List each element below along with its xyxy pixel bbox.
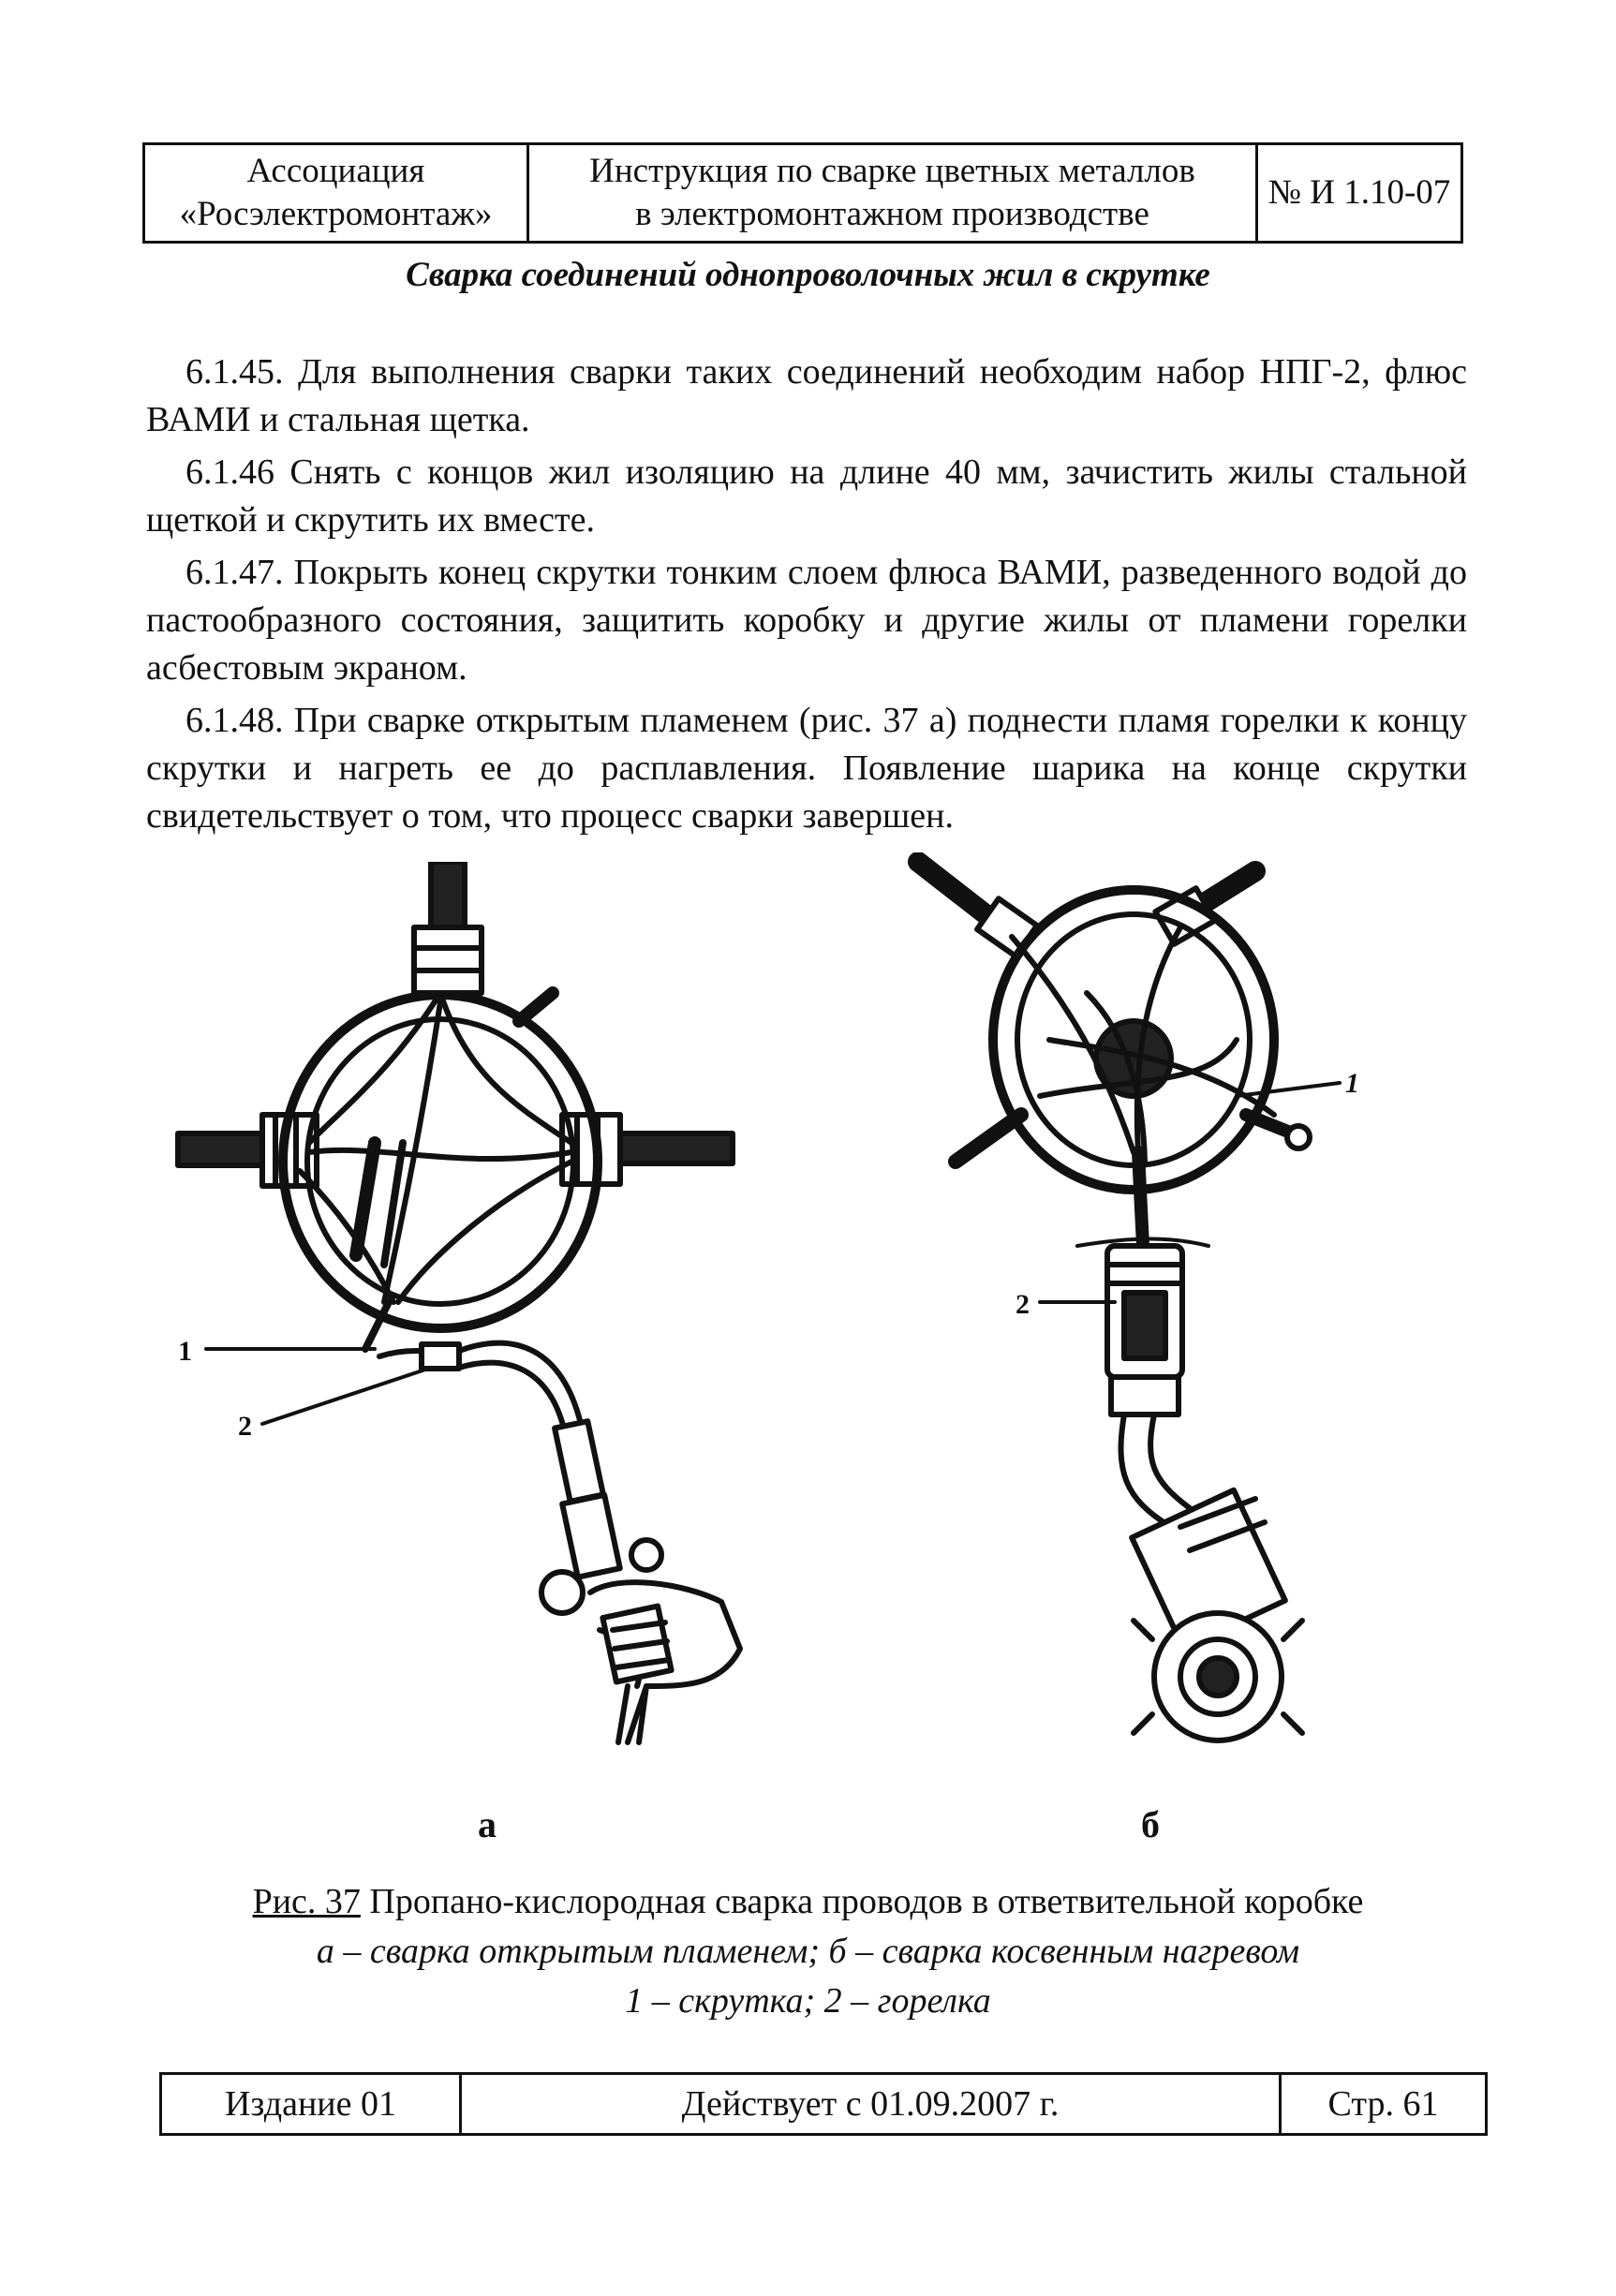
figure-label-b: б (1141, 1803, 1160, 1845)
callout-b-2: 2 (1016, 1289, 1030, 1320)
document-footer (159, 2072, 1488, 2136)
organization-cell (145, 145, 529, 241)
page-number-cell (1282, 2075, 1485, 2133)
caption-line1 (0, 1877, 1616, 1927)
organization-line2: «Росэлектромонтаж» (179, 195, 493, 233)
document-title-line2: в электромонтажном производстве (635, 195, 1149, 233)
illustration-open-flame-welding (159, 862, 834, 1752)
page-number: Стр. 61 (1327, 2084, 1439, 2124)
edition-cell (162, 2075, 462, 2133)
figure-caption (0, 1877, 1616, 2026)
effective-date-cell (462, 2075, 1282, 2133)
document-number-cell (1258, 145, 1460, 241)
paragraph-6-1-46: 6.1.46 Снять с концов жил изоляцию на длине 40 мм, зачистить жилы стальной щеткой и скрутить их вместе. (146, 452, 1467, 540)
caption-line3: 1 – скрутка; 2 – горелка (625, 1981, 991, 2021)
figure-label-a: а (478, 1803, 497, 1845)
figure-title: Пропано-кислородная сварка проводов в ответвительной коробке (360, 1882, 1364, 1921)
paragraph-6-1-47: 6.1.47. Покрыть конец скрутки тонким слоем флюса ВАМИ, разведенного водой до пастообразного состояния, защитить коробку и другие жилы от пламени горелки асбестовым экраном. (146, 553, 1467, 688)
organization-line1: Ассоциация (246, 152, 425, 190)
document-number: № И 1.10-07 (1268, 173, 1451, 212)
figure-37 (0, 843, 1616, 1845)
document-title-cell (529, 145, 1258, 241)
paragraph-6-1-48: 6.1.48. При сварке открытым пламенем (рис. 37 а) поднести пламя горелки к концу скрутки и нагреть ее до расплавления. Появление шарика на конце скрутки свидетельствует о том, что процесс сварки завершен. (146, 701, 1467, 836)
document-title-line1: Инструкция по сварке цветных металлов (589, 152, 1195, 190)
illustration-indirect-heating (899, 852, 1386, 1752)
figure-reference: Рис. 37 (252, 1882, 361, 1921)
body-text (146, 348, 1467, 845)
callout-a-1: 1 (178, 1336, 192, 1367)
paragraph-6-1-45: 6.1.45. Для выполнения сварки таких соединений необходим набор НПГ-2, флюс ВАМИ и стальная щетка. (146, 352, 1467, 439)
caption-line2: а – сварка открытым пламенем; б – сварка косвенным нагревом (316, 1932, 1300, 1971)
document-header (142, 142, 1463, 244)
edition: Издание 01 (224, 2084, 396, 2124)
callout-a-2: 2 (238, 1411, 252, 1442)
effective-date: Действует с 01.09.2007 г. (681, 2084, 1060, 2124)
section-title: Сварка соединений однопроволочных жил в скрутке (406, 256, 1210, 294)
callout-b-1: 1 (1345, 1068, 1359, 1099)
